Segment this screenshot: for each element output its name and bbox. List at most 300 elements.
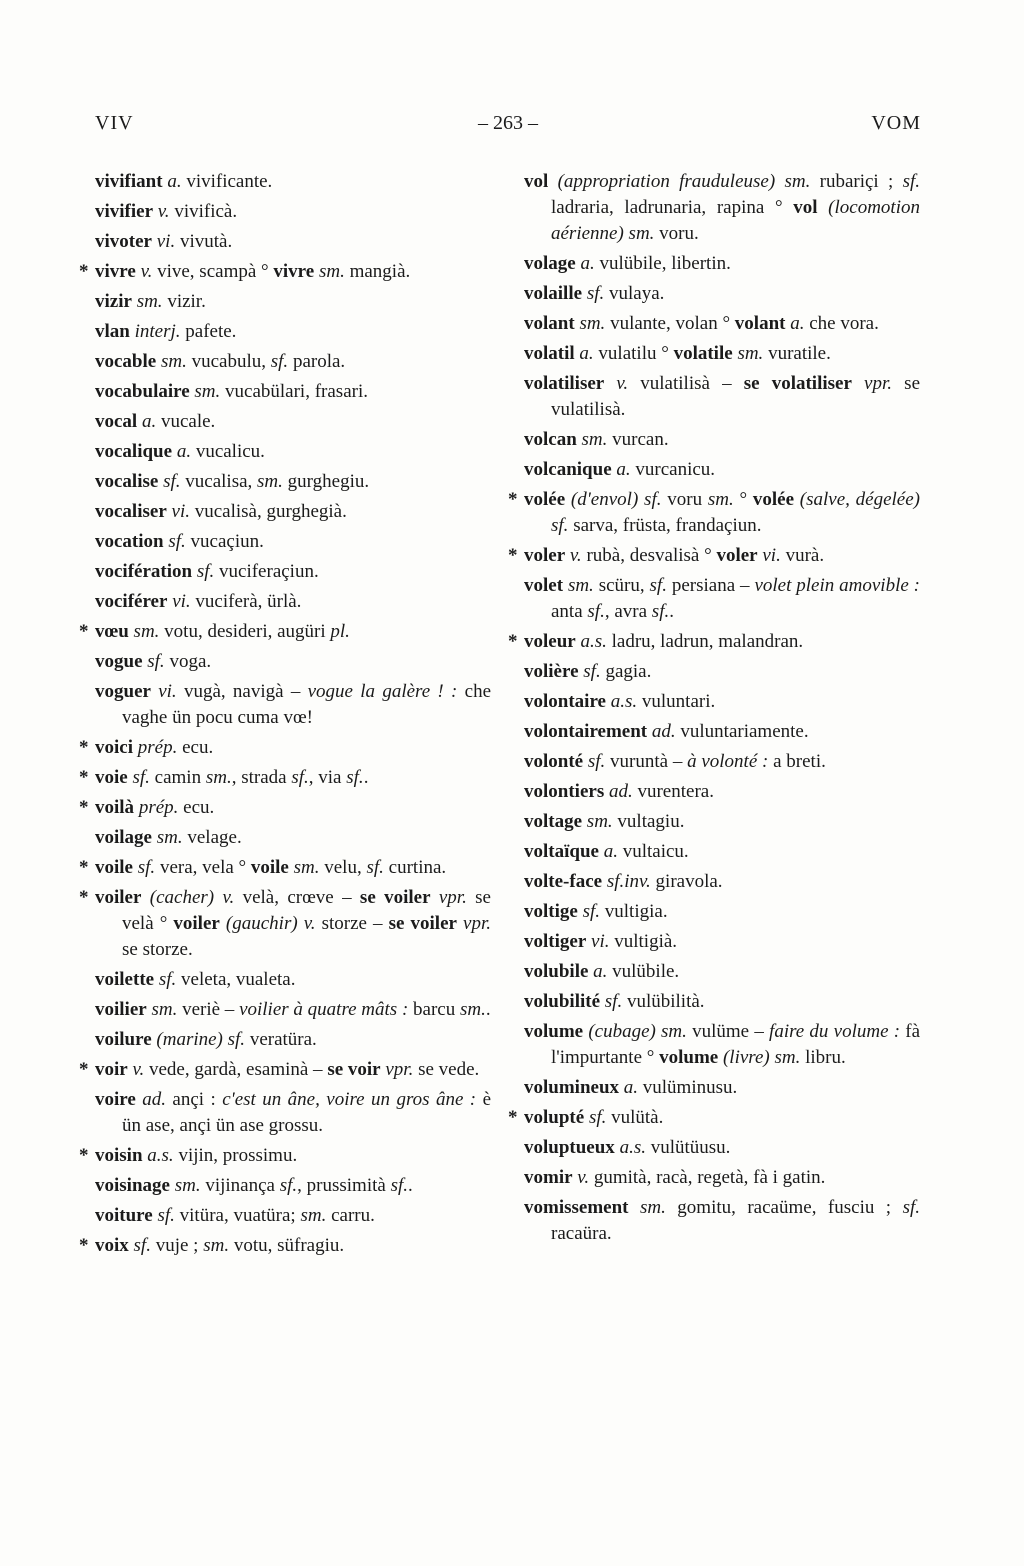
translation-text: vulübile, libertin. [594, 253, 731, 274]
dictionary-entry [524, 899, 920, 925]
translation-text: vucale. [156, 411, 216, 432]
grammar-label: vi. [151, 231, 176, 252]
dictionary-entry [95, 559, 491, 585]
grammar-label: vpr. [851, 373, 893, 394]
headword: voilà [95, 797, 135, 818]
grammar-label: v. [604, 373, 629, 394]
translation-text: libru. [800, 1047, 846, 1068]
starred-entry-marker: * [79, 767, 89, 788]
dictionary-entry [524, 1019, 920, 1071]
translation-text: veratüra. [245, 1029, 317, 1050]
headword: se voiler [388, 913, 457, 934]
translation-text: vizir. [162, 291, 206, 312]
dictionary-entry [524, 989, 920, 1015]
grammar-label: sf. [133, 857, 156, 878]
translation-text: vultagiu. [612, 811, 685, 832]
translation-text: che vaghe ün pocu cuma vœ! [122, 681, 492, 728]
headword: vomir [524, 1167, 573, 1188]
headword: volontairement [524, 721, 648, 742]
headword: voltiger [524, 931, 587, 952]
translation-text: se vede. [413, 1059, 480, 1080]
headword: vomissement [524, 1197, 629, 1218]
grammar-label: sf. [366, 857, 384, 878]
translation-text: pafete. [180, 321, 237, 342]
starred-entry-marker: * [79, 1059, 89, 1080]
starred-entry-marker: * [79, 797, 89, 818]
translation-text: velà, crœve – [234, 887, 360, 908]
translation-text: è ün ase, ançi ün ase grossu. [122, 1089, 491, 1136]
grammar-label: (gauchir) v. [219, 913, 316, 934]
translation-text: giravola. [650, 871, 723, 892]
headword: voire [95, 1089, 136, 1110]
grammar-label: vi. [757, 545, 781, 566]
translation-text: gumità, racà, regetà, fà i gatin. [589, 1167, 826, 1188]
translation-text: vulüme – [686, 1021, 770, 1042]
grammar-label: volet plein amovible : [754, 575, 921, 596]
dictionary-entry [95, 229, 491, 255]
grammar-label: a. [785, 313, 805, 334]
translation-text: vivificante. [181, 171, 273, 192]
grammar-label: vi. [586, 931, 610, 952]
grammar-label: sf. [390, 1175, 409, 1196]
headword: voile [250, 857, 289, 878]
dictionary-entry [95, 469, 491, 495]
headword: voile [95, 857, 133, 878]
translation-text: vulübile. [607, 961, 680, 982]
grammar-label: sm. [189, 381, 221, 402]
grammar-label: vi. [167, 591, 191, 612]
headword: volatile [673, 343, 733, 364]
translation-text: rubariçi ; [810, 171, 903, 192]
grammar-label: sf. [902, 1197, 920, 1218]
translation-text: ladraria, ladrunaria, rapina ° [551, 197, 794, 218]
translation-text: ladru, ladrun, malandran. [606, 631, 804, 652]
headword: vol [793, 197, 818, 218]
translation-text: vurcan. [607, 429, 669, 450]
starred-entry-marker: * [79, 621, 89, 642]
headword: voir [95, 1059, 128, 1080]
translation-text: velage. [182, 827, 242, 848]
translation-text: , via [308, 767, 347, 788]
translation-text: vitüra, vuatüra; [174, 1205, 301, 1226]
dictionary-entry [524, 689, 920, 715]
headword: voltige [524, 901, 578, 922]
headword: voisinage [95, 1175, 170, 1196]
grammar-label: c'est un âne, voire un gros âne : [222, 1089, 477, 1110]
dictionary-entry [524, 251, 920, 277]
translation-text: ançi : [166, 1089, 223, 1110]
dictionary-entry [95, 529, 491, 555]
headword: vogue [95, 651, 143, 672]
dictionary-entry [95, 649, 491, 675]
headword: vocalique [95, 441, 173, 462]
headword: volubile [524, 961, 589, 982]
starred-entry-marker: * [79, 857, 89, 878]
translation-text: votu, süfragiu. [229, 1235, 345, 1256]
headword: voguer [95, 681, 151, 702]
dictionary-entry [524, 779, 920, 805]
grammar-label: a.s. [614, 1137, 646, 1158]
translation-text: vulütüusu. [645, 1137, 731, 1158]
translation-text: gurghegiu. [282, 471, 370, 492]
dictionary-entry [95, 289, 491, 315]
translation-text: camin [149, 767, 206, 788]
headword: vocaliser [95, 501, 167, 522]
grammar-label: v. [572, 1167, 590, 1188]
dictionary-entry [524, 839, 920, 865]
dictionary-entry [508, 543, 920, 569]
grammar-label: vogue la galère ! : [307, 681, 458, 702]
grammar-label: a. [611, 459, 631, 480]
grammar-label: sm. [582, 811, 613, 832]
grammar-label: sm. [152, 827, 183, 848]
translation-text: , prussimità [297, 1175, 391, 1196]
translation-text: racaüra. [551, 1223, 612, 1244]
translation-text: barcu [408, 999, 460, 1020]
grammar-label: (cacher) v. [141, 887, 235, 908]
dictionary-entry [524, 169, 920, 247]
translation-text: ecu. [178, 797, 215, 818]
translation-text: votu, desideri, augüri [159, 621, 331, 642]
starred-entry-marker: * [79, 887, 89, 908]
grammar-label: sf. [578, 661, 601, 682]
translation-text: persiana – [666, 575, 755, 596]
grammar-label: sf. [577, 901, 601, 922]
translation-text: vivificà. [169, 201, 238, 222]
headword: volonté [524, 751, 584, 772]
headword: vocalise [95, 471, 159, 492]
translation-text: , strada [231, 767, 292, 788]
starred-entry-marker: * [79, 737, 89, 758]
grammar-label: sf. [649, 575, 667, 596]
dictionary-entry [79, 259, 491, 285]
headword: volaille [524, 283, 583, 304]
dictionary-entry [524, 427, 920, 453]
grammar-label: prép. [133, 737, 178, 758]
translation-text: gagia. [600, 661, 652, 682]
headword: volée [752, 489, 795, 510]
headword: vociférer [95, 591, 168, 612]
translation-text: . [669, 601, 674, 622]
dictionary-entry [524, 749, 920, 775]
text-columns [79, 169, 921, 1263]
headword: voiture [95, 1205, 153, 1226]
translation-text: vijin, prossimu. [173, 1145, 298, 1166]
headword: vizir [95, 291, 132, 312]
translation-text: vulütà. [606, 1107, 664, 1128]
grammar-label: voilier à quatre mâts : [239, 999, 409, 1020]
grammar-label: sm. [205, 767, 232, 788]
translation-text: vucalisà, gurghegià. [189, 501, 347, 522]
grammar-label: sm. [128, 621, 160, 642]
grammar-label: à volonté : [687, 751, 769, 772]
translation-text: vurà. [780, 545, 825, 566]
dictionary-entry [79, 1057, 491, 1083]
headword: vol [524, 171, 549, 192]
headword: volière [524, 661, 579, 682]
starred-entry-marker: * [79, 261, 89, 282]
grammar-label: a. [588, 961, 608, 982]
dictionary-entry [524, 1165, 920, 1191]
headword: voilage [95, 827, 152, 848]
headword: se voiler [359, 887, 431, 908]
dictionary-entry [95, 319, 491, 345]
headword: voie [95, 767, 128, 788]
column-right [508, 169, 921, 1263]
grammar-label: sm. [707, 489, 734, 510]
headword: vocable [95, 351, 157, 372]
running-head [95, 112, 921, 135]
translation-text: voru. [654, 223, 699, 244]
translation-text: mangià. [344, 261, 411, 282]
grammar-label: vpr. [456, 913, 491, 934]
grammar-label: v. [565, 545, 582, 566]
grammar-label: sm. [146, 999, 178, 1020]
dictionary-entry [95, 1203, 491, 1229]
translation-text: vuje ; [150, 1235, 204, 1256]
dictionary-entry [95, 1173, 491, 1199]
grammar-label: ad. [135, 1089, 166, 1110]
dictionary-entry [524, 311, 920, 337]
headword: volubilité [524, 991, 601, 1012]
translation-text: parola. [288, 351, 346, 372]
translation-text: carru. [326, 1205, 375, 1226]
page-number: – 263 – [477, 112, 538, 134]
headword: vocal [95, 411, 138, 432]
translation-text: voga. [164, 651, 212, 672]
dictionary-entry [524, 929, 920, 955]
dictionary-entry [95, 169, 491, 195]
grammar-label: (locomotion aérienne) sm. [551, 197, 920, 244]
translation-text: vulante, volan ° [605, 313, 735, 334]
translation-text: vera, vela ° [155, 857, 251, 878]
grammar-label: sf. [158, 471, 181, 492]
headword: volatil [524, 343, 575, 364]
dictionary-entry [524, 457, 920, 483]
starred-entry-marker: * [508, 545, 518, 566]
headword: volupté [524, 1107, 585, 1128]
headword: vocifération [95, 561, 193, 582]
translation-text: vurcanicu. [630, 459, 716, 480]
grammar-label: sm. [732, 343, 764, 364]
headword: volume [659, 1047, 719, 1068]
headword: voilette [95, 969, 155, 990]
headword: voler [716, 545, 758, 566]
dictionary-entry [95, 439, 491, 465]
translation-text: vurentera. [632, 781, 714, 802]
grammar-label: (cubage) sm. [583, 1021, 687, 1042]
dictionary-entry [95, 1087, 491, 1139]
dictionary-entry [79, 1233, 491, 1259]
translation-text: . [485, 999, 491, 1020]
dictionary-entry [524, 573, 920, 625]
grammar-label: sf. [582, 283, 605, 304]
grammar-label: sf. [154, 969, 177, 990]
translation-text: fà l'impurtante ° [551, 1021, 921, 1068]
dictionary-entry [95, 997, 491, 1023]
grammar-label: a.s. [575, 631, 607, 652]
translation-text: gomitu, racaüme, fusciu ; [665, 1197, 903, 1218]
grammar-label: a. [619, 1077, 639, 1098]
headword: vocabulaire [95, 381, 190, 402]
headword: volet [524, 575, 564, 596]
grammar-label: a. [162, 171, 182, 192]
headword: voiler [173, 913, 220, 934]
dictionary-entry [95, 199, 491, 225]
grammar-label: sm. [576, 429, 608, 450]
translation-text: . [408, 1175, 413, 1196]
translation-text: vijinança [200, 1175, 280, 1196]
grammar-label: sf. [127, 767, 150, 788]
grammar-label: vi. [150, 681, 177, 702]
translation-text: vuciferà, ürlà. [190, 591, 302, 612]
grammar-label: (d'envol) sf. [565, 489, 662, 510]
dictionary-entry [524, 659, 920, 685]
grammar-label: sm. [257, 471, 283, 492]
translation-text: vuluntari. [637, 691, 716, 712]
headword: volant [734, 313, 786, 334]
translation-text: vucalisa, [180, 471, 258, 492]
headword: vivoter [95, 231, 152, 252]
grammar-label: (appropriation frauduleuse) sm. [548, 171, 811, 192]
translation-text: vucaçiun. [185, 531, 264, 552]
translation-text: , avra [604, 601, 652, 622]
headword: volumineux [524, 1077, 620, 1098]
grammar-label: (salve, dégelée) sf. [551, 489, 920, 536]
grammar-label: sf. [279, 1175, 298, 1196]
translation-text: vede, gardà, esaminà – [144, 1059, 328, 1080]
grammar-label: (livre) sm. [718, 1047, 801, 1068]
translation-text: velu, [319, 857, 367, 878]
dictionary-entry [524, 371, 920, 423]
translation-text: vulatilisà – [628, 373, 744, 394]
grammar-label: faire du volume : [769, 1021, 901, 1042]
grammar-label: interj. [129, 321, 181, 342]
grammar-label: sf.inv. [602, 871, 651, 892]
grammar-label: sm. [314, 261, 345, 282]
translation-text: veleta, vualeta. [176, 969, 296, 990]
grammar-label: sf. [192, 561, 215, 582]
headword: vœu [95, 621, 129, 642]
grammar-label: sm. [169, 1175, 201, 1196]
translation-text: se velà ° [122, 887, 491, 934]
translation-text: vuluntariamente. [675, 721, 809, 742]
grammar-label: sm. [131, 291, 163, 312]
translation-text: sarva, früsta, frandaçiun. [568, 515, 762, 536]
headword: se volatiliser [743, 373, 852, 394]
translation-text: curtina. [383, 857, 447, 878]
grammar-label: sm. [288, 857, 320, 878]
grammar-label: sm. [563, 575, 594, 596]
dictionary-entry [524, 281, 920, 307]
guide-word-left: VIV [95, 112, 134, 134]
translation-text: vulatilu ° [593, 343, 674, 364]
dictionary-entry [524, 1135, 920, 1161]
translation-text: vulaya. [604, 283, 665, 304]
headword: vivre [273, 261, 315, 282]
headword: vivifiant [95, 171, 163, 192]
translation-text: scüru, [593, 575, 650, 596]
column-left [79, 169, 492, 1263]
translation-text: vuciferaçiun. [214, 561, 319, 582]
dictionary-entry [79, 1143, 491, 1169]
dictionary-entry [524, 959, 920, 985]
translation-text: storze – [315, 913, 389, 934]
translation-text: vultigia. [600, 901, 668, 922]
dictionary-entry [508, 629, 920, 655]
headword: voluptueux [524, 1137, 615, 1158]
grammar-label: a. [172, 441, 192, 462]
dictionary-entry [95, 825, 491, 851]
translation-text: che vora. [804, 313, 879, 334]
grammar-label: sf. [128, 1235, 151, 1256]
translation-text: vuruntà – [605, 751, 688, 772]
headword: vivifier [95, 201, 154, 222]
grammar-label: a.s. [142, 1145, 174, 1166]
grammar-label: ad. [647, 721, 676, 742]
dictionary-entry [79, 795, 491, 821]
grammar-label: (marine) sf. [151, 1029, 246, 1050]
grammar-label: a. [137, 411, 157, 432]
headword: voilier [95, 999, 147, 1020]
headword: volage [524, 253, 576, 274]
dictionary-entry [508, 1105, 920, 1131]
grammar-label: sf. [142, 651, 165, 672]
guide-word-right: VOM [871, 112, 921, 134]
translation-text: vivutà. [175, 231, 233, 252]
headword: vlan [95, 321, 130, 342]
grammar-label: sf. [651, 601, 670, 622]
translation-text: vive, scampà ° [152, 261, 274, 282]
translation-text: se vulatilisà. [551, 373, 921, 420]
grammar-label: sf. [163, 531, 186, 552]
dictionary-entry [508, 487, 920, 539]
headword: voiler [95, 887, 142, 908]
grammar-label: v. [153, 201, 170, 222]
translation-text: ecu. [177, 737, 214, 758]
dictionary-entry [79, 619, 491, 645]
grammar-label: sf. [291, 767, 309, 788]
grammar-label: vpr. [430, 887, 467, 908]
translation-text: vucalicu. [191, 441, 265, 462]
starred-entry-marker: * [79, 1145, 89, 1166]
grammar-label: ad. [604, 781, 633, 802]
dictionary-entry [95, 499, 491, 525]
headword: volontaire [524, 691, 606, 712]
grammar-label: a. [575, 253, 595, 274]
dictionary-entry [524, 1075, 920, 1101]
dictionary-entry [95, 379, 491, 405]
dictionary-entry [95, 409, 491, 435]
translation-text: vulübilità. [622, 991, 705, 1012]
dictionary-entry [524, 341, 920, 367]
grammar-label: sf. [587, 601, 605, 622]
starred-entry-marker: * [508, 631, 518, 652]
headword: volte-face [524, 871, 603, 892]
translation-text: a breti. [768, 751, 826, 772]
dictionary-entry [95, 589, 491, 615]
grammar-label: sf. [600, 991, 623, 1012]
headword: volume [524, 1021, 584, 1042]
grammar-label: sm. [459, 999, 486, 1020]
headword: voici [95, 737, 133, 758]
headword: vocation [95, 531, 164, 552]
translation-text: vucabülari, frasari. [220, 381, 368, 402]
translation-text: vucabulu, [186, 351, 271, 372]
headword: volontiers [524, 781, 605, 802]
grammar-label: sf. [583, 751, 606, 772]
grammar-label: sf. [152, 1205, 175, 1226]
